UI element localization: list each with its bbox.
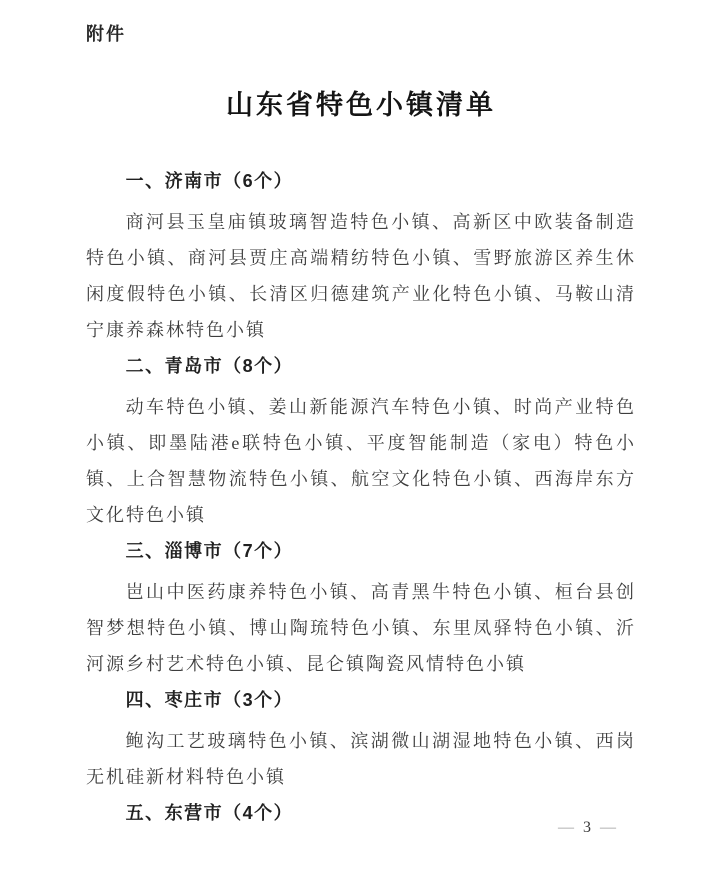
section-heading: 一、济南市（6个）	[125, 171, 294, 191]
section-dongying	[86, 795, 636, 831]
section-qingdao	[86, 348, 636, 533]
section-heading: 四、枣庄市（3个）	[125, 690, 294, 710]
section-heading: 二、青岛市（8个）	[125, 356, 294, 376]
section-body: 动车特色小镇、姜山新能源汽车特色小镇、时尚产业特色小镇、即墨陆港e联特色小镇、平度智能制造（家电）特色小镇、上合智慧物流特色小镇、航空文化特色小镇、西海岸东方文化特色小镇	[86, 397, 636, 525]
section-heading: 三、淄博市（7个）	[125, 541, 294, 561]
page-number-left-dash: —	[558, 819, 574, 836]
section-zibo	[86, 533, 636, 682]
attachment-label: 附件	[86, 24, 126, 44]
section-jinan	[86, 163, 636, 348]
page-title: 山东省特色小镇清单	[226, 90, 496, 120]
section-body: 岜山中医药康养特色小镇、高青黑牛特色小镇、桓台县创智梦想特色小镇、博山陶琉特色小镇、东里凤驿特色小镇、沂河源乡村艺术特色小镇、昆仑镇陶瓷风情特色小镇	[86, 582, 636, 674]
page-number	[558, 818, 616, 838]
page-number-value: 3	[583, 819, 591, 836]
section-body: 鲍沟工艺玻璃特色小镇、滨湖微山湖湿地特色小镇、西岗无机硅新材料特色小镇	[86, 731, 636, 787]
section-body: 商河县玉皇庙镇玻璃智造特色小镇、高新区中欧装备制造特色小镇、商河县贾庄高端精纺特色小镇、雪野旅游区养生休闲度假特色小镇、长清区归德建筑产业化特色小镇、马鞍山清宁康养森林特色小镇	[86, 212, 636, 340]
section-heading: 五、东营市（4个）	[125, 803, 294, 823]
section-zaozhuang	[86, 682, 636, 795]
page-number-right-dash: —	[600, 819, 616, 836]
sections-container	[86, 163, 636, 831]
